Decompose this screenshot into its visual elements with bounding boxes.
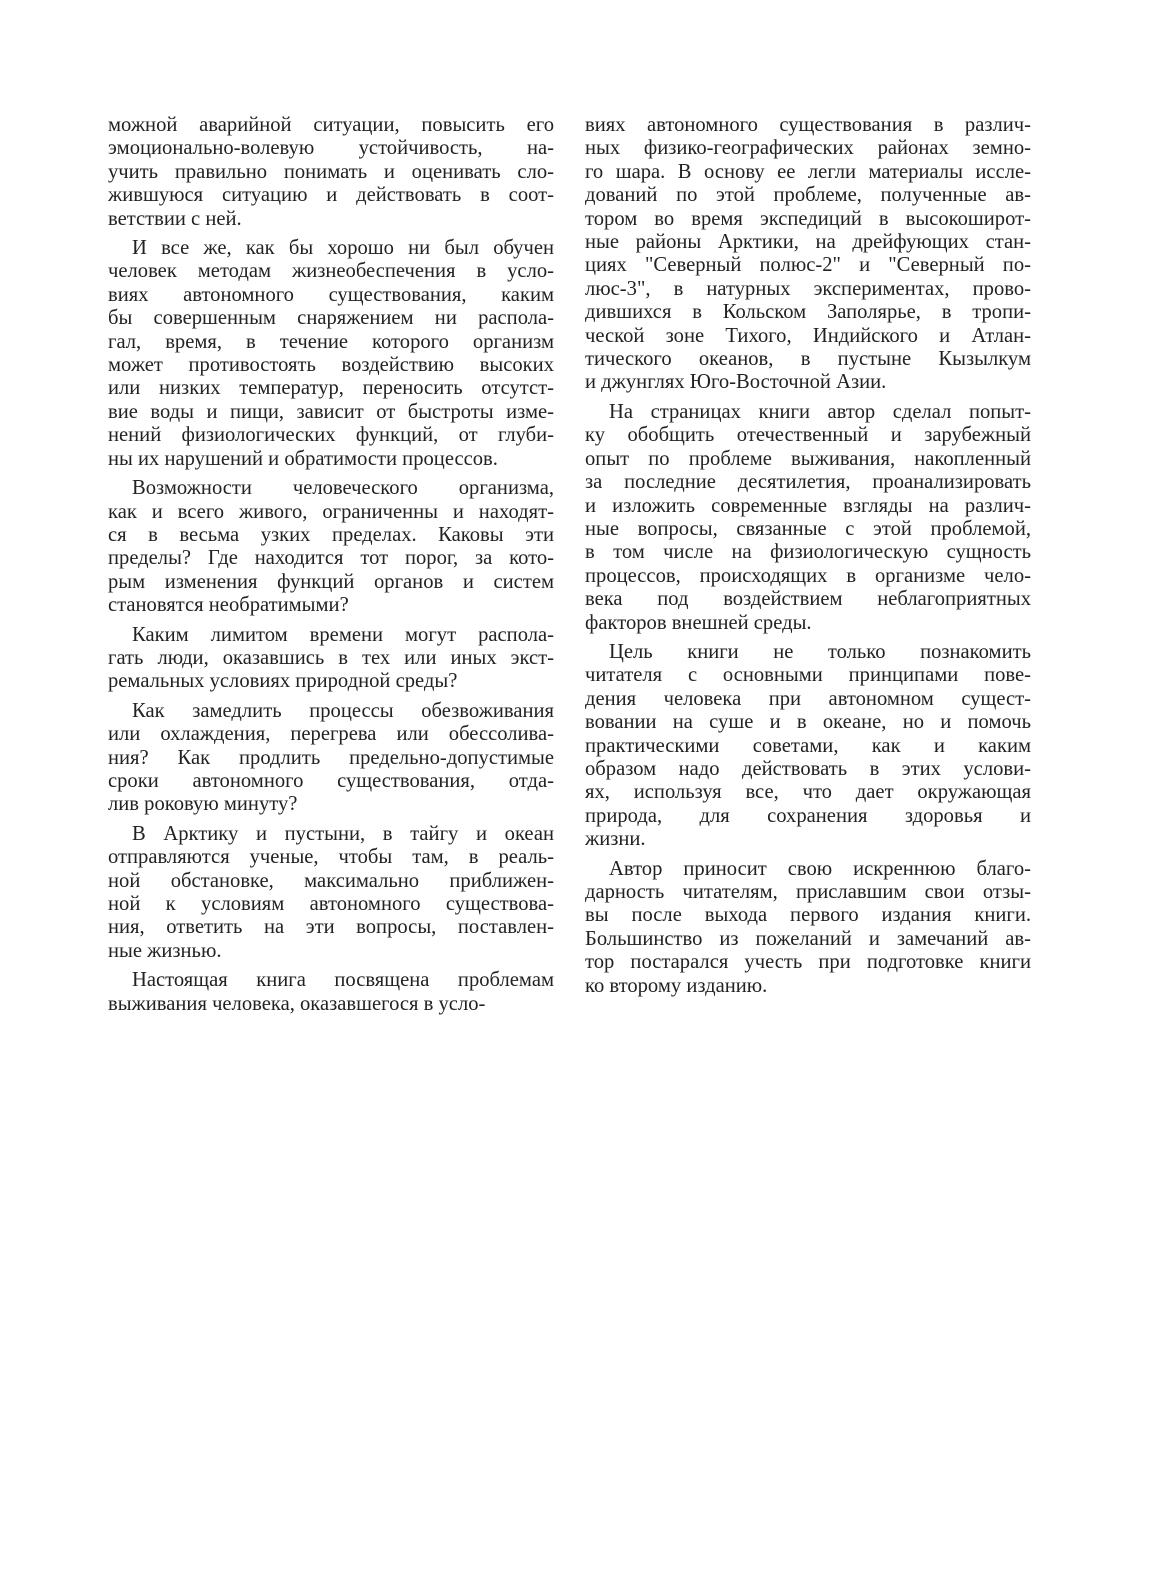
text-line: выживания человека, оказавшегося в усло- — [108, 992, 486, 1015]
text-line: дившихся в Кольском Заполярье, в тропи- — [585, 301, 1031, 324]
text-line: дований по этой проблеме, полученные ав- — [585, 184, 1031, 207]
paragraph — [108, 114, 554, 231]
text-line: ные районы Арктики, на дрейфующих стан- — [585, 231, 1031, 254]
text-line: и изложить современные взгляды на различ- — [585, 494, 1031, 517]
paragraph — [108, 700, 554, 817]
text-line: можной аварийной ситуации, повысить его — [108, 114, 554, 136]
text-line: нений физиологических функций, от глуби- — [108, 424, 554, 447]
text-line: ветствии с ней. — [108, 207, 242, 230]
text-line: и джунглях Юго-Восточной Азии. — [585, 371, 887, 394]
text-line: становятся необратимыми? — [108, 594, 349, 617]
text-line: ные вопросы, связанные с этой проблемой, — [585, 517, 1031, 540]
text-line: за последние десятилетия, проанализировать — [585, 471, 1031, 494]
text-line: века под воздействием неблагоприятных — [585, 588, 1031, 611]
text-line: в том числе на физиологическую сущность — [585, 541, 1031, 564]
text-line: ях, используя все, что дает окружающая — [585, 781, 1031, 804]
text-line: дения человека при автономном сущест- — [585, 687, 1031, 710]
paragraph — [108, 823, 554, 963]
text-line: отправляются ученые, чтобы там, в реаль- — [108, 846, 554, 869]
text-line: ной к условиям автономного существова- — [108, 893, 554, 915]
text-line: ремальных условиях природной среды? — [108, 670, 458, 693]
text-line: ны их нарушений и обратимости процессов. — [108, 447, 498, 470]
text-line: рым изменения функций органов и систем — [108, 570, 554, 593]
paragraph — [108, 237, 554, 471]
text-line: Автор приносит свою искреннюю благо- — [609, 857, 1031, 880]
paragraph — [108, 969, 554, 1016]
text-line: вие воды и пищи, зависит от быстроты изме- — [108, 400, 554, 423]
text-line: жизни. — [585, 828, 646, 851]
text-line: Настоящая книга посвящена проблемам — [132, 969, 554, 992]
text-line: Цель книги не только познакомить — [609, 640, 1031, 663]
text-line: ку обобщить отечественный и зарубежный — [585, 424, 1031, 447]
text-line: го шара. В основу ее легли материалы иссле- — [585, 160, 1031, 183]
text-line: как и всего живого, ограниченны и находят- — [108, 500, 554, 523]
text-line: гал, время, в течение которого организм — [108, 330, 554, 353]
text-line: В Арктику и пустыни, в тайгу и океан — [132, 822, 554, 845]
text-line: сроки автономного существования, отда- — [108, 769, 554, 792]
text-line: читателя с основными принципами пове- — [585, 664, 1031, 687]
text-line: виях автономного существования, каким — [108, 283, 554, 306]
right-text-column — [585, 114, 1031, 1004]
text-line: бы совершенным снаряжением ни распола- — [108, 307, 554, 330]
text-line: Каким лимитом времени могут распола- — [132, 623, 554, 646]
text-line: тором во время экспедиций в высокоширот- — [585, 207, 1031, 230]
text-line: учить правильно понимать и оценивать сло- — [108, 160, 554, 183]
text-line: эмоционально-волевую устойчивость, на- — [108, 137, 554, 160]
text-line: На страницах книги автор сделал попыт- — [609, 400, 1031, 423]
text-line: ся в весьма узких пределах. Каковы эти — [108, 523, 554, 546]
text-line: ных физико-географических районах земно- — [585, 137, 1031, 160]
text-line: дарность читателям, приславшим свои отзы- — [585, 881, 1031, 903]
text-line: или охлаждения, перегрева или обессолива- — [108, 723, 554, 746]
text-line: ческой зоне Тихого, Индийского и Атлан- — [585, 324, 1031, 347]
text-line: вовании на суше и в океане, но и помочь — [585, 711, 1031, 734]
text-line: процессов, происходящих в организме чело- — [585, 564, 1031, 587]
text-line: Как замедлить процессы обезвоживания — [132, 699, 554, 722]
paragraph — [585, 641, 1031, 852]
left-text-column — [108, 114, 554, 1022]
text-line: человек методам жизнеобеспечения в усло- — [108, 260, 554, 283]
text-line: может противостоять воздействию высоких — [108, 354, 554, 377]
text-line: ко второму изданию. — [585, 974, 768, 997]
text-line: или низких температур, переносить отсутст- — [108, 377, 554, 400]
text-line: практическими советами, как и каким — [585, 734, 1031, 757]
text-line: тического океанов, в пустыне Кызылкум — [585, 348, 1031, 371]
text-line: пределы? Где находится тот порог, за кото- — [108, 547, 554, 570]
paragraph — [585, 401, 1031, 635]
text-line: люс-3", в натурных экспериментах, прово- — [585, 277, 1031, 300]
text-line: ния, ответить на эти вопросы, поставлен- — [108, 916, 554, 939]
text-line: циях "Северный полюс-2" и "Северный по- — [585, 254, 1031, 277]
text-line: факторов внешней среды. — [585, 611, 812, 634]
paragraph — [585, 858, 1031, 998]
text-line: лив роковую минуту? — [108, 793, 298, 816]
paragraph — [108, 624, 554, 694]
text-line: вы после выхода первого издания книги. — [585, 904, 1031, 927]
paragraph — [108, 477, 554, 617]
text-line: Возможности человеческого организма, — [132, 477, 554, 500]
text-line: опыт по проблеме выживания, накопленный — [585, 447, 1031, 470]
text-line: ния? Как продлить предельно-допустимые — [108, 746, 554, 769]
text-line: гать люди, оказавшись в тех или иных экст- — [108, 646, 554, 669]
paragraph — [585, 114, 1031, 395]
text-line: природа, для сохранения здоровья и — [585, 804, 1031, 827]
text-line: тор постарался учесть при подготовке книги — [585, 951, 1031, 974]
text-line: Большинство из пожеланий и замечаний ав- — [585, 927, 1031, 950]
text-line: виях автономного существования в различ- — [585, 114, 1031, 136]
text-line: образом надо действовать в этих услови- — [585, 757, 1031, 780]
text-line: ные жизнью. — [108, 939, 222, 962]
text-line: жившуюся ситуацию и действовать в соот- — [108, 184, 554, 207]
text-line: И все же, как бы хорошо ни был обучен — [132, 237, 554, 260]
text-line: ной обстановке, максимально приближен- — [108, 869, 554, 892]
